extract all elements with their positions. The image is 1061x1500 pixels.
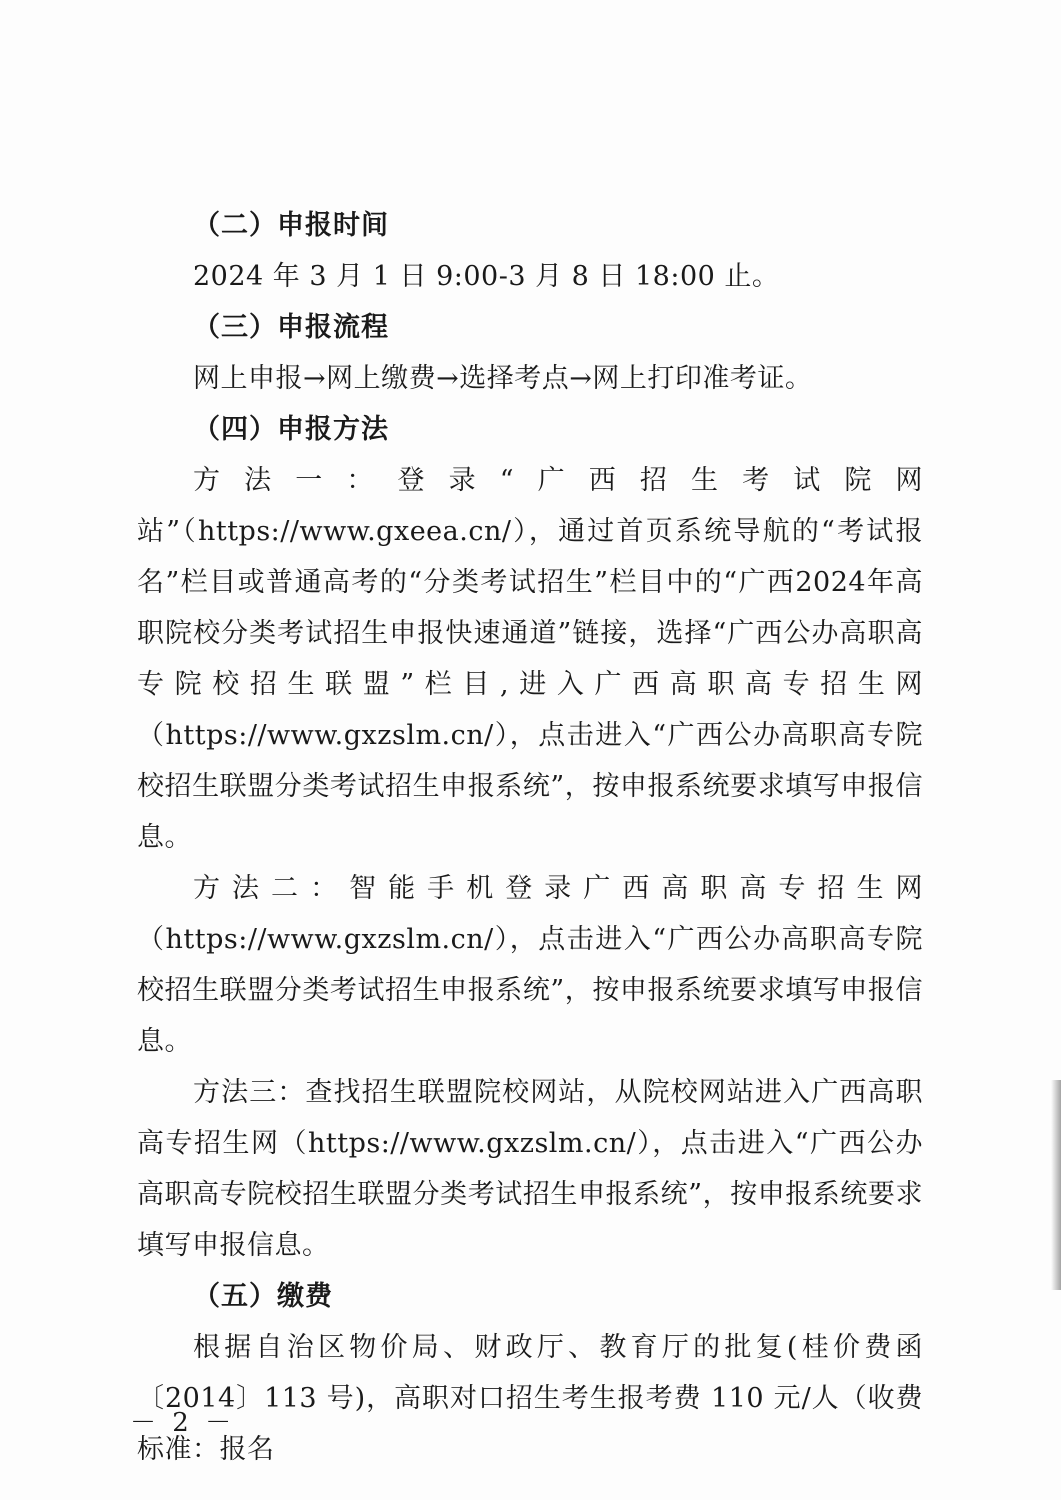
paragraph-method-two: 方法二：智能手机登录广西高职高专招生网（https://www.gxzslm.cn/），点击进入“广西公办高职高专院校招生联盟分类考试招生申报系统”，按申报系统要求填写申报信息。 [137,873,923,1057]
paragraph: 2024 年 3 月 1 日 9:00-3 月 8 日 18:00 止。 [193,261,780,292]
section-application-process [137,302,923,404]
section-payment [137,1271,923,1475]
paragraph: 网上申报→网上缴费→选择考点→网上打印准考证。 [193,363,813,394]
paragraph-method-three: 方法三：查找招生联盟院校网站，从院校网站进入广西高职高专招生网（https://www.gxzslm.cn/），点击进入“广西公办高职高专院校招生联盟分类考试招生申报系统”，按申报系统要求填写申报信息。 [137,1077,923,1261]
document-body [137,200,923,1475]
paragraph-method-one: 方法一：登录“广西招生考试院网站”（https://www.gxeea.cn/），通过首页系统导航的“考试报名”栏目或普通高考的“分类考试招生”栏目中的“广西2024年高职院校分类考试招生申报快速通道”链接，选择“广西公办高职高专院校招生联盟”栏目,进入广西高职高专招生网（https://www.gxzslm.cn/），点击进入“广西公办高职高专院校招生联盟分类考试招生申报系统”，按申报系统要求填写申报信息。 [137,465,923,853]
section-application-method [137,404,923,1271]
section-heading: （二）申报时间 [193,210,389,241]
section-heading: （三）申报流程 [193,312,389,343]
page-number: － 2 － [130,1408,236,1438]
section-application-time [137,200,923,302]
scan-edge-shadow [1051,1080,1061,1290]
section-heading: （四）申报方法 [193,414,389,445]
paragraph: 根据自治区物价局、财政厅、教育厅的批复(桂价费函〔2014〕113 号)，高职对口招生考生报考费 110 元/人（收费标准：报名 [137,1332,923,1465]
section-heading: （五）缴费 [193,1281,333,1312]
